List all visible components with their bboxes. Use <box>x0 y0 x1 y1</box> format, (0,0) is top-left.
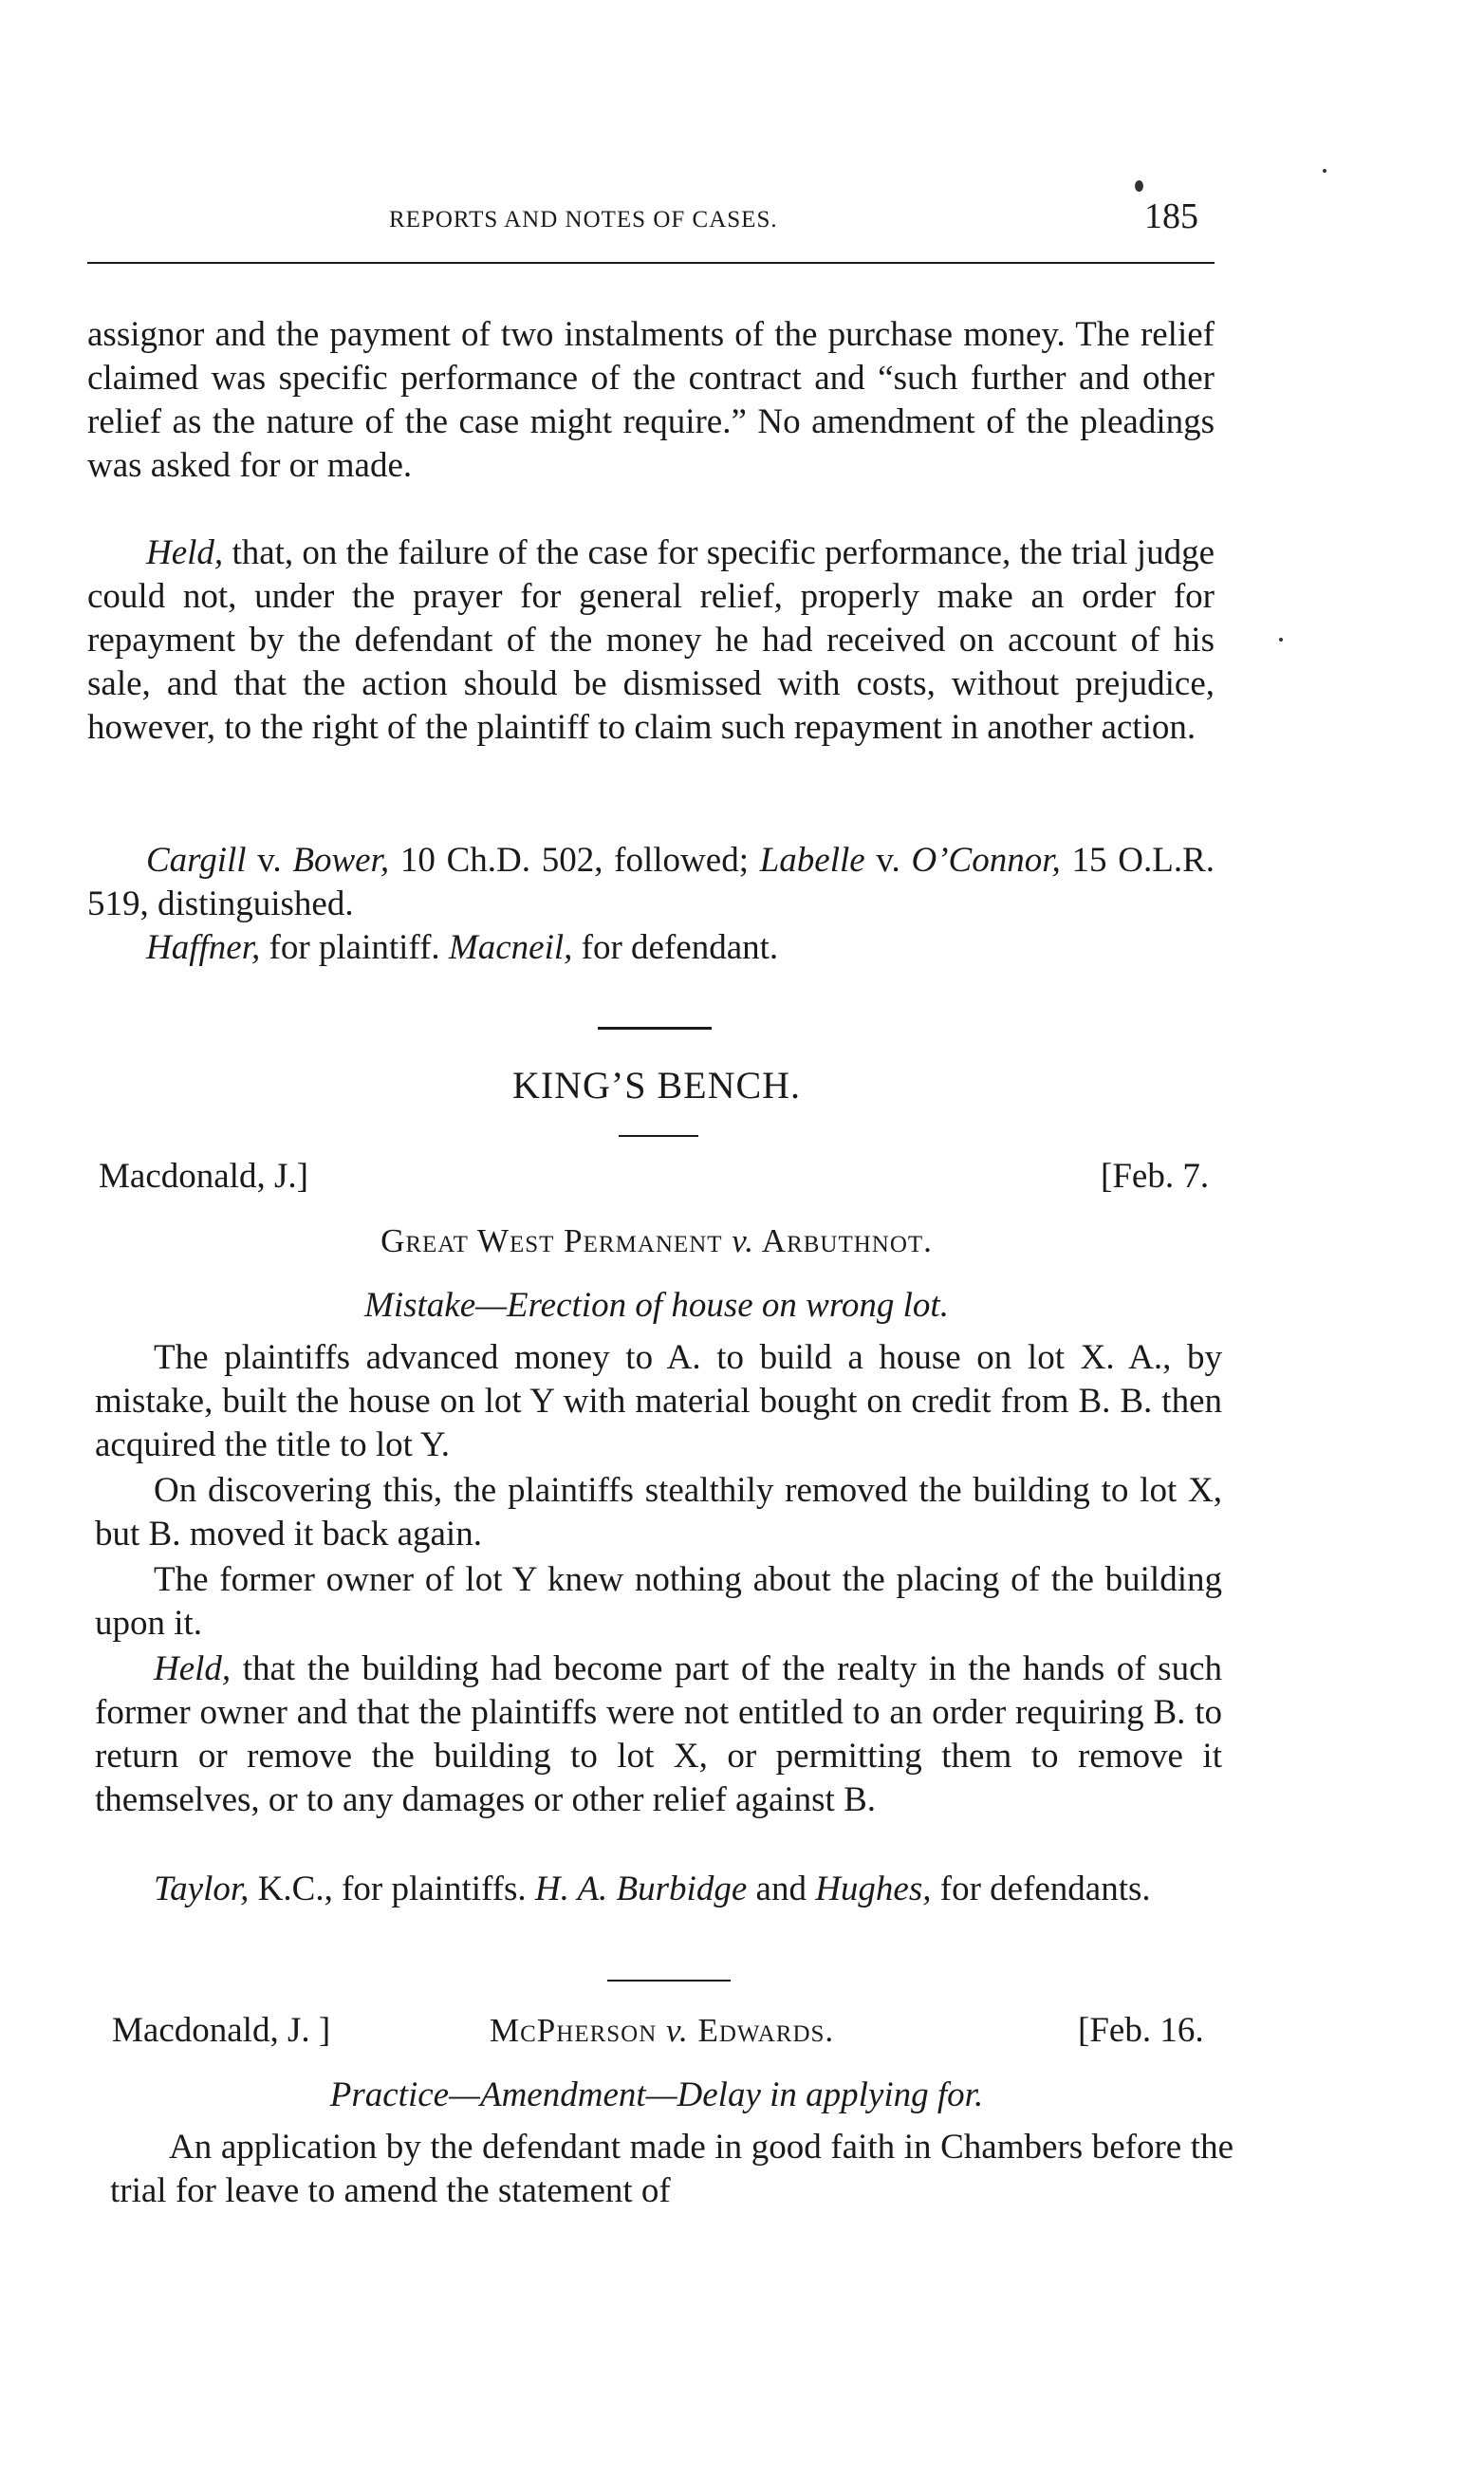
first-case-held-paragraph: Held, that, on the failure of the case for specific performance, the trial judge could not, under the prayer for general relief, properly make an order for repayment by the defendant of the money he had received on account of his sale, and that the action should be dismissed with costs, without prejudice, however, to the right of the plaintiff to claim such repayment in another action. <box>87 533 1215 747</box>
third-case-subject: Practice—Amendment—Delay in applying for. <box>329 2075 984 2114</box>
first-case-citations: Cargill v. Bower, 10 Ch.D. 502, followed; Labelle v. O’Connor, 15 O.L.R. 519, distinguished. <box>87 841 1215 923</box>
second-case-judge: Macdonald, J.] <box>99 1157 308 1196</box>
second-case-held-paragraph: Held, that the building had become part of the realty in the hands of such former owner and that the plaintiffs were not entitled to an order requiring B. to return or remove the building to lot X, or permitting them to remove it themselves, or to any damages or other relief against B. <box>95 1649 1222 1819</box>
header-rule <box>87 262 1215 264</box>
court-heading-rule <box>619 1135 698 1137</box>
ink-speck <box>1135 180 1143 192</box>
third-case-date: [Feb. 16. <box>1078 2011 1204 2050</box>
third-case-title: McPherson v. Edwards. <box>490 2012 835 2049</box>
third-case-judge: Macdonald, J. ] <box>112 2011 331 2050</box>
third-case-paragraph: An application by the defendant made in good faith in Chambers before the trial for leave to amend the statement of <box>110 2128 1234 2210</box>
second-case-title: Great West Permanent v. Arbuthnot. <box>380 1222 933 1259</box>
first-case-counsel: Haffner, for plaintiff. Macneil, for defendant. <box>146 928 779 967</box>
ink-speck <box>1279 638 1283 642</box>
second-case-subject: Mistake—Erection of house on wrong lot. <box>364 1286 949 1325</box>
held-label: Held, <box>146 533 224 572</box>
second-case-date: [Feb. 7. <box>1101 1157 1210 1196</box>
court-heading: KING’S BENCH. <box>511 1064 802 1107</box>
section-divider <box>598 1027 712 1030</box>
running-head: REPORTS AND NOTES OF CASES. <box>389 207 778 233</box>
ink-speck <box>1323 169 1326 173</box>
page-number: 185 <box>1144 196 1198 236</box>
second-case-removal: On discovering this, the plaintiffs stealthily removed the building to lot X, but B. moved it back again. <box>95 1471 1222 1554</box>
second-case-counsel: Taylor, K.C., for plaintiffs. H. A. Burbidge and Hughes, for defendants. <box>154 1870 1151 1908</box>
section-divider <box>607 1980 731 1982</box>
held-label: Held, <box>154 1649 232 1688</box>
second-case-facts: The plaintiffs advanced money to A. to build a house on lot X. A., by mistake, built the house on lot Y with material bought on credit from B. B. then acquired the title to lot Y. <box>95 1338 1222 1464</box>
second-case-former-owner: The former owner of lot Y knew nothing about the placing of the building upon it. <box>95 1560 1222 1643</box>
first-case-paragraph: assignor and the payment of two instalments of the purchase money. The relief claimed was specific performance of the contract and “such further and other relief as the nature of the case might require.” No amendment of the pleadings was asked for or made. <box>87 315 1215 485</box>
